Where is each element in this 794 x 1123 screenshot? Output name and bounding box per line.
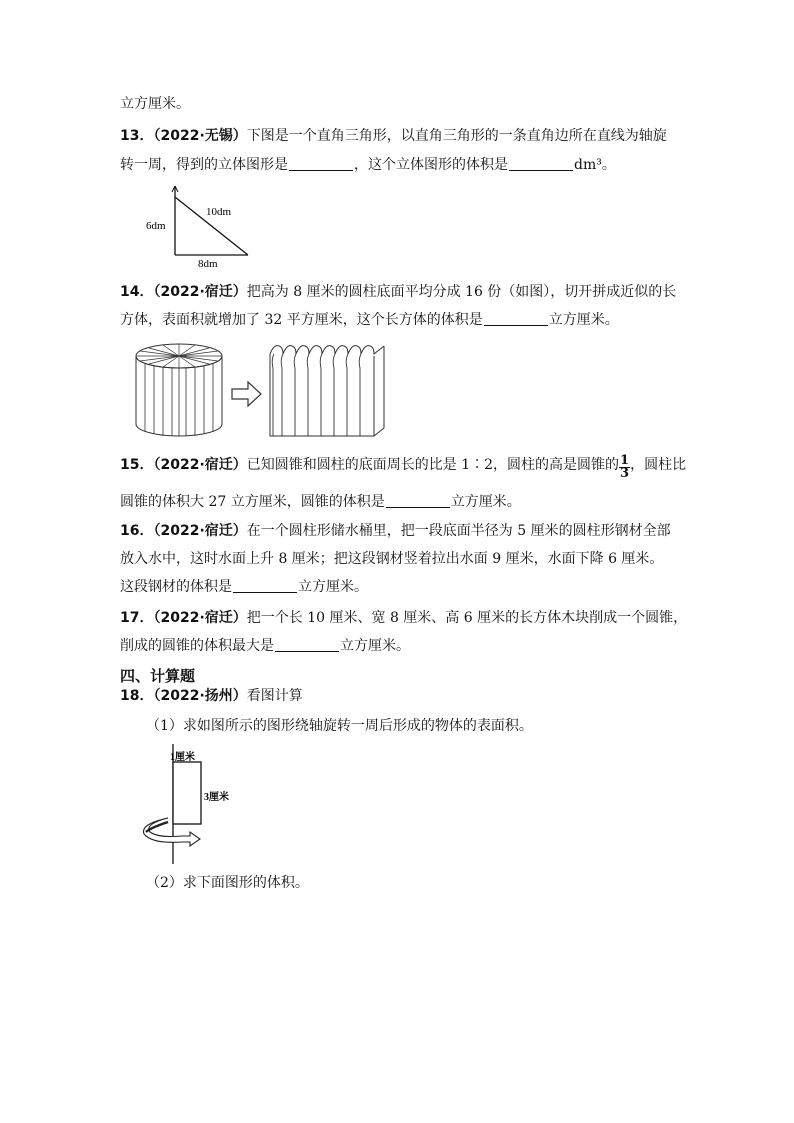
question-text: 已知圆锥和圆柱的底面周长的比是 1∶2，圆柱的高是圆锥的 <box>246 457 620 473</box>
question-text: 看图计算 <box>246 688 303 704</box>
question-13 <box>120 126 667 146</box>
question-text: 圆锥的体积大 27 立方厘米，圆锥的体积是 <box>120 494 385 510</box>
answer-blank[interactable] <box>233 578 297 593</box>
question-17 <box>120 608 687 628</box>
question-16-line3 <box>120 577 368 597</box>
question-18 <box>120 686 303 706</box>
question-source: （2022·宿迁） <box>153 523 247 539</box>
answer-blank[interactable] <box>275 637 339 652</box>
question-text: 立方厘米。 <box>340 638 410 654</box>
question-text: 立方厘米。 <box>450 494 521 510</box>
question-text: 把一个长 10 厘米、宽 8 厘米、高 6 厘米的长方体木块削成一个圆锥， <box>246 610 688 626</box>
question-number: 16． <box>120 523 154 539</box>
question-number: 13． <box>120 128 154 144</box>
cylinder-to-cuboid-figure <box>128 332 398 444</box>
question-16-line2: 放入水中，这时水面上升 8 厘米；把这段钢材竖着拉出水面 9 厘米，水面下降 6 厘米。 <box>120 551 664 567</box>
question-13-line2 <box>120 155 616 175</box>
question-number: 17． <box>120 610 154 626</box>
question-15-line2 <box>120 492 521 512</box>
unit-text: dm³。 <box>574 157 616 173</box>
question-source: （2022·无锡） <box>153 128 247 144</box>
fraction-one-third <box>619 455 630 480</box>
continuation-text: 立方厘米。 <box>120 96 190 112</box>
arrow-right-icon <box>232 382 261 406</box>
question-16 <box>120 521 671 541</box>
cylinder-icon <box>136 344 222 436</box>
answer-blank[interactable] <box>484 311 548 326</box>
question-text: 方体，表面积就增加了 32 平方厘米，这个长方体的体积是 <box>120 312 483 328</box>
question-17-line2 <box>120 636 410 656</box>
question-text: 在一个圆柱形储水桶里，把一段底面半径为 5 厘米的圆柱形钢材全部 <box>246 523 671 539</box>
question-source: （2022·宿迁） <box>153 610 247 626</box>
question-14 <box>120 282 676 302</box>
question-text: 这段钢材的体积是 <box>120 579 232 595</box>
fraction-denominator: 3 <box>620 466 630 481</box>
section-heading: 四、计算题 <box>120 667 196 685</box>
question-14-line2 <box>120 310 619 330</box>
question-15 <box>120 455 686 480</box>
question-source: （2022·宿迁） <box>153 284 247 300</box>
question-text: 削成的圆锥的体积最大是 <box>120 638 274 654</box>
answer-blank[interactable] <box>289 156 353 171</box>
sub-question-1: （1）求如图所示的图形绕轴旋转一周后形成的物体的表面积。 <box>146 718 533 734</box>
question-text: 转一周，得到的立体图形是 <box>120 157 288 173</box>
answer-blank[interactable] <box>386 493 450 508</box>
question-text: ，这个立体图形的体积是 <box>354 157 508 173</box>
height-label: 3厘米 <box>204 792 229 803</box>
cuboid-icon <box>270 346 384 436</box>
question-text: 立方厘米。 <box>298 579 368 595</box>
question-source: （2022·扬州） <box>153 688 247 704</box>
question-text: 下图是一个直角三角形，以直角三角形的一条直角边所在直线为轴旋 <box>246 128 667 144</box>
question-number: 15． <box>120 457 154 473</box>
side-a-label: 6dm <box>146 220 166 232</box>
question-text: ，圆柱比 <box>630 457 687 473</box>
sub-question-2: （2）求下面图形的体积。 <box>146 875 309 891</box>
question-number: 14． <box>120 284 154 300</box>
rectangle-rotation-figure <box>138 744 248 866</box>
question-text: 把高为 8 厘米的圆柱底面平均分成 16 份（如图），切开拼成近似的长 <box>246 284 677 300</box>
question-number: 18． <box>120 688 154 704</box>
fraction-numerator: 1 <box>620 453 630 468</box>
width-label: 1厘米 <box>170 752 195 763</box>
question-source: （2022·宿迁） <box>153 457 247 473</box>
triangle-figure <box>140 183 260 273</box>
hypotenuse-label: 10dm <box>206 206 232 218</box>
answer-blank[interactable] <box>509 156 573 171</box>
side-b-label: 8dm <box>198 258 218 270</box>
question-text: 立方厘米。 <box>548 312 619 328</box>
